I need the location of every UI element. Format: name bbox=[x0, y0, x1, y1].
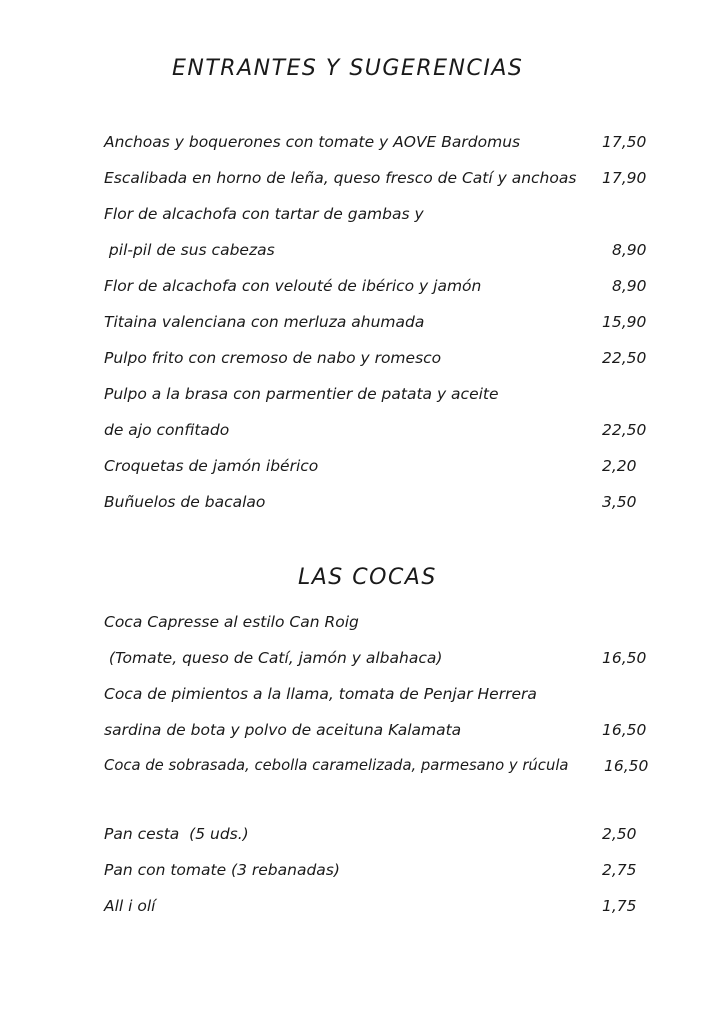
menu-item-price: 16,50 bbox=[604, 757, 649, 775]
menu-item bbox=[104, 382, 664, 406]
menu-item-price: 15,90 bbox=[602, 313, 647, 331]
menu-item bbox=[104, 646, 664, 670]
menu-item bbox=[104, 822, 664, 846]
menu-item bbox=[104, 274, 664, 298]
menu-item-price: 22,50 bbox=[602, 421, 647, 439]
menu-item bbox=[104, 310, 664, 334]
menu-item bbox=[104, 718, 664, 742]
menu-item bbox=[104, 202, 664, 226]
menu-item-price: 2,20 bbox=[602, 457, 637, 475]
menu-item bbox=[104, 490, 664, 514]
menu-item-name: Escalibada en horno de leña, queso fresco de Catí y anchoas bbox=[104, 169, 577, 187]
menu-item-name: pil-pil de sus cabezas bbox=[104, 241, 275, 259]
menu-item bbox=[104, 894, 664, 918]
menu-item-price: 22,50 bbox=[602, 349, 647, 367]
menu-item-name: Coca de pimientos a la llama, tomata de Penjar Herrera bbox=[104, 685, 537, 703]
menu-item-name: Titaina valenciana con merluza ahumada bbox=[104, 313, 425, 331]
menu-item-price: 2,50 bbox=[602, 825, 637, 843]
menu-item bbox=[104, 130, 664, 154]
menu-item-price: 17,50 bbox=[602, 133, 647, 151]
menu-item-name: All i olí bbox=[104, 897, 156, 915]
menu-item-name: Pulpo a la brasa con parmentier de patata y aceite bbox=[104, 385, 499, 403]
menu-item-name: sardina de bota y polvo de aceituna Kalamata bbox=[104, 721, 462, 739]
menu-item bbox=[104, 346, 664, 370]
menu-item-price: 16,50 bbox=[602, 721, 647, 739]
menu-item-name: (Tomate, queso de Catí, jamón y albahaca) bbox=[104, 649, 443, 667]
menu-item bbox=[104, 682, 664, 706]
menu-item bbox=[104, 238, 664, 262]
menu-item-price: 8,90 bbox=[612, 241, 647, 259]
menu-item bbox=[104, 454, 664, 478]
menu-item-price: 17,90 bbox=[602, 169, 647, 187]
menu-item-name: Flor de alcachofa con tartar de gambas y bbox=[104, 205, 424, 223]
menu-item-name: Croquetas de jamón ibérico bbox=[104, 457, 319, 475]
section-title-cocas: LAS COCAS bbox=[298, 565, 437, 590]
menu-item bbox=[104, 858, 664, 882]
menu-item-name: Pulpo frito con cremoso de nabo y romesco bbox=[104, 349, 442, 367]
menu-item-name: Anchoas y boquerones con tomate y AOVE Bardomus bbox=[104, 133, 521, 151]
menu-item-name: Flor de alcachofa con velouté de ibérico y jamón bbox=[104, 277, 482, 295]
menu-item-name: Coca Capresse al estilo Can Roig bbox=[104, 613, 359, 631]
menu-item-price: 1,75 bbox=[602, 897, 637, 915]
menu-item-name: de ajo confitado bbox=[104, 421, 230, 439]
menu-item-price: 3,50 bbox=[602, 493, 637, 511]
menu-item bbox=[104, 166, 664, 190]
menu-item-price: 16,50 bbox=[602, 649, 647, 667]
menu-item bbox=[104, 754, 664, 778]
menu-item bbox=[104, 610, 664, 634]
menu-item-price: 8,90 bbox=[612, 277, 647, 295]
menu-item-name: Pan cesta (5 uds.) bbox=[104, 825, 249, 843]
menu-item-name: Coca de sobrasada, cebolla caramelizada, parmesano y rúcula bbox=[104, 757, 569, 774]
menu-item-name: Pan con tomate (3 rebanadas) bbox=[104, 861, 340, 879]
section-title-entrantes: ENTRANTES Y SUGERENCIAS bbox=[172, 56, 524, 81]
menu-item bbox=[104, 418, 664, 442]
menu-item-price: 2,75 bbox=[602, 861, 637, 879]
menu-item-name: Buñuelos de bacalao bbox=[104, 493, 266, 511]
